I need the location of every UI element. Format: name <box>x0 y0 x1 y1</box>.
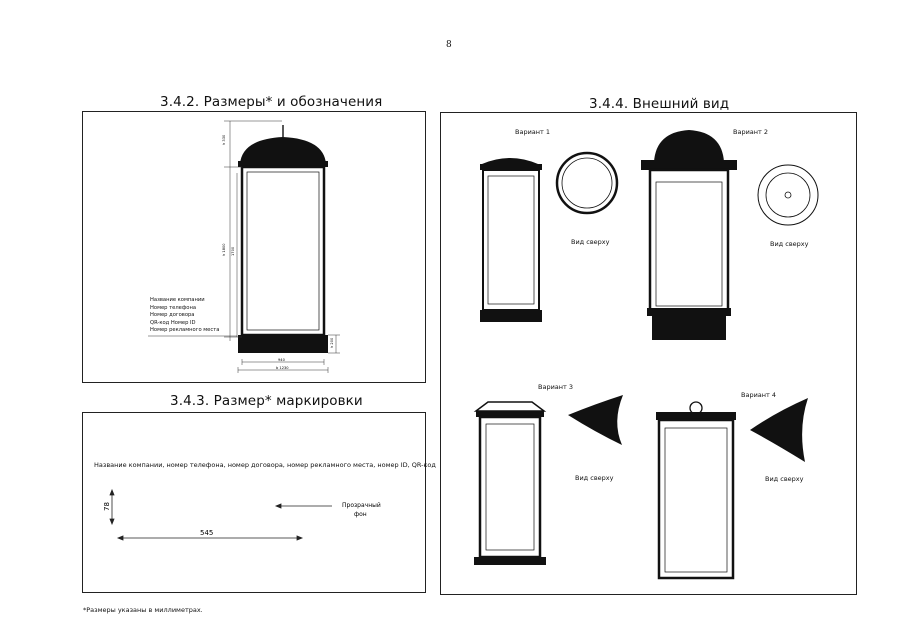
marking-height: 78 <box>103 502 111 511</box>
marking-width: 545 <box>200 529 214 537</box>
footnote: *Размеры указаны в миллиметрах. <box>83 606 203 614</box>
label-company: Название компании <box>150 297 205 303</box>
variant-3-label: Вариант 3 <box>538 383 574 391</box>
label-qr-id: QR-код Номер ID <box>150 319 196 326</box>
label-contract: Номер договора <box>150 312 195 319</box>
variant-1-kiosk <box>480 158 542 322</box>
dim-width-outer: b 1230 <box>276 366 289 370</box>
marking-text: Название компании, номер телефона, номер договора, номер рекламного места, номер ID, QR-код <box>94 461 436 469</box>
section-title-marking-size: 3.4.3. Размер* маркировки <box>170 393 363 409</box>
page-number: 8 <box>446 40 452 50</box>
section-title-appearance: 3.4.4. Внешний вид <box>589 96 730 112</box>
dim-top: h 330 <box>222 134 226 145</box>
section-title-dimensions: 3.4.2. Размеры* и обозначения <box>160 94 383 110</box>
variant-1-top-view-label: Вид сверху <box>571 238 610 246</box>
appearance-drawing <box>440 112 857 595</box>
dim-inner: 1700 <box>231 246 235 256</box>
variant-1-label: Вариант 1 <box>515 128 551 136</box>
kiosk-body <box>242 167 324 335</box>
variant-3-kiosk <box>474 402 546 565</box>
dim-width-inner: 940 <box>278 358 285 362</box>
designation-labels <box>150 297 219 335</box>
dim-middle: h 1800 <box>222 243 226 256</box>
variant-3-top-view-label: Вид сверху <box>575 474 614 482</box>
label-phone: Номер телефона <box>150 304 197 311</box>
transparent-label-line2: фон <box>354 511 367 518</box>
variant-2-top-view <box>758 165 818 225</box>
variant-1-top-view <box>557 153 617 213</box>
variant-3-top-view <box>568 395 623 445</box>
variant-4-top-view-label: Вид сверху <box>765 475 804 483</box>
dim-base: h 200 <box>330 337 334 348</box>
variant-2-top-view-label: Вид сверху <box>770 240 809 248</box>
variant-2-kiosk <box>641 130 737 340</box>
variant-2-label: Вариант 2 <box>733 128 769 136</box>
kiosk-base <box>238 335 328 353</box>
variant-4-top-view <box>750 398 808 462</box>
variant-4-label: Вариант 4 <box>741 391 777 399</box>
kiosk-dome <box>240 137 326 164</box>
marking-drawing <box>82 412 426 593</box>
transparent-label-line1: Прозрачный <box>342 502 381 509</box>
label-ad-place: Номер рекламного места <box>150 327 220 334</box>
dimension-drawing <box>82 111 426 383</box>
variant-4-kiosk <box>656 402 736 578</box>
